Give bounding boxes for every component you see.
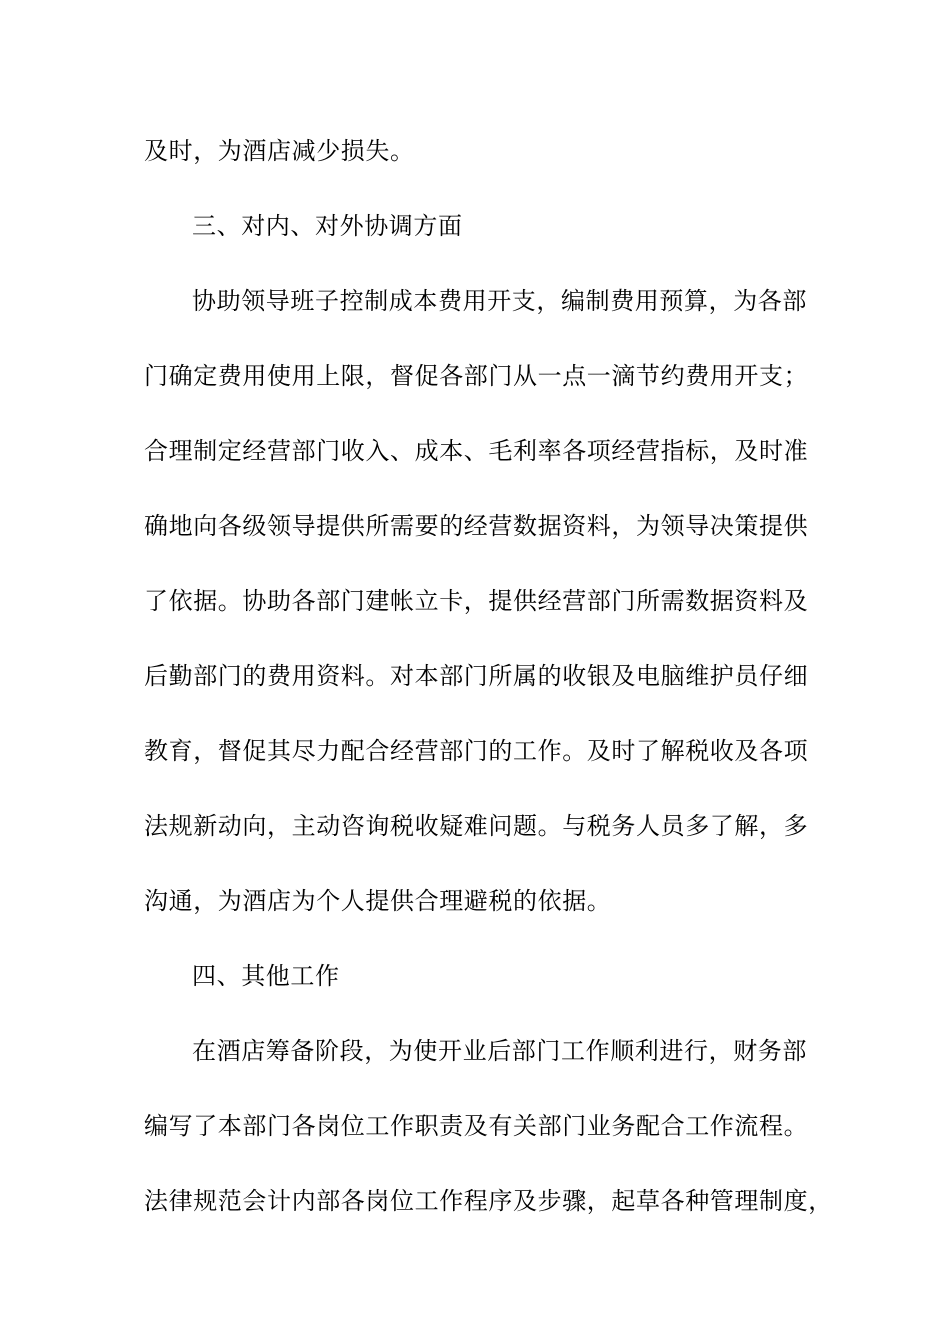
paragraph-line: 及时，为酒店减少损失。 <box>144 137 415 165</box>
paragraph-line: 协助领导班子控制成本费用开支，编制费用预算，为各部 <box>192 287 807 315</box>
section-heading: 四、其他工作 <box>192 962 340 990</box>
paragraph-line: 在酒店筹备阶段，为使开业后部门工作顺利进行，财务部 <box>192 1037 807 1065</box>
paragraph-line: 法律规范会计内部各岗位工作程序及步骤，起草各种管理制度， <box>144 1187 833 1215</box>
paragraph-line: 门确定费用使用上限，督促各部门从一点一滴节约费用开支； <box>144 362 809 390</box>
section-heading: 三、对内、对外协调方面 <box>192 212 463 240</box>
paragraph-line: 合理制定经营部门收入、成本、毛利率各项经营指标，及时准 <box>144 437 809 465</box>
paragraph-line: 后勤部门的费用资料。对本部门所属的收银及电脑维护员仔细 <box>144 662 809 690</box>
paragraph-line: 法规新动向，主动咨询税收疑难问题。与税务人员多了解，多 <box>144 812 809 840</box>
paragraph-line: 教育，督促其尽力配合经营部门的工作。及时了解税收及各项 <box>144 737 809 765</box>
paragraph-line: 沟通，为酒店为个人提供合理避税的依据。 <box>144 887 612 915</box>
paragraph-line: 了依据。协助各部门建帐立卡，提供经营部门所需数据资料及 <box>144 587 809 615</box>
paragraph-line: 确地向各级领导提供所需要的经营数据资料，为领导决策提供 <box>144 512 809 540</box>
paragraph-line: 编写了本部门各岗位工作职责及有关部门业务配合工作流程。 <box>144 1112 809 1140</box>
